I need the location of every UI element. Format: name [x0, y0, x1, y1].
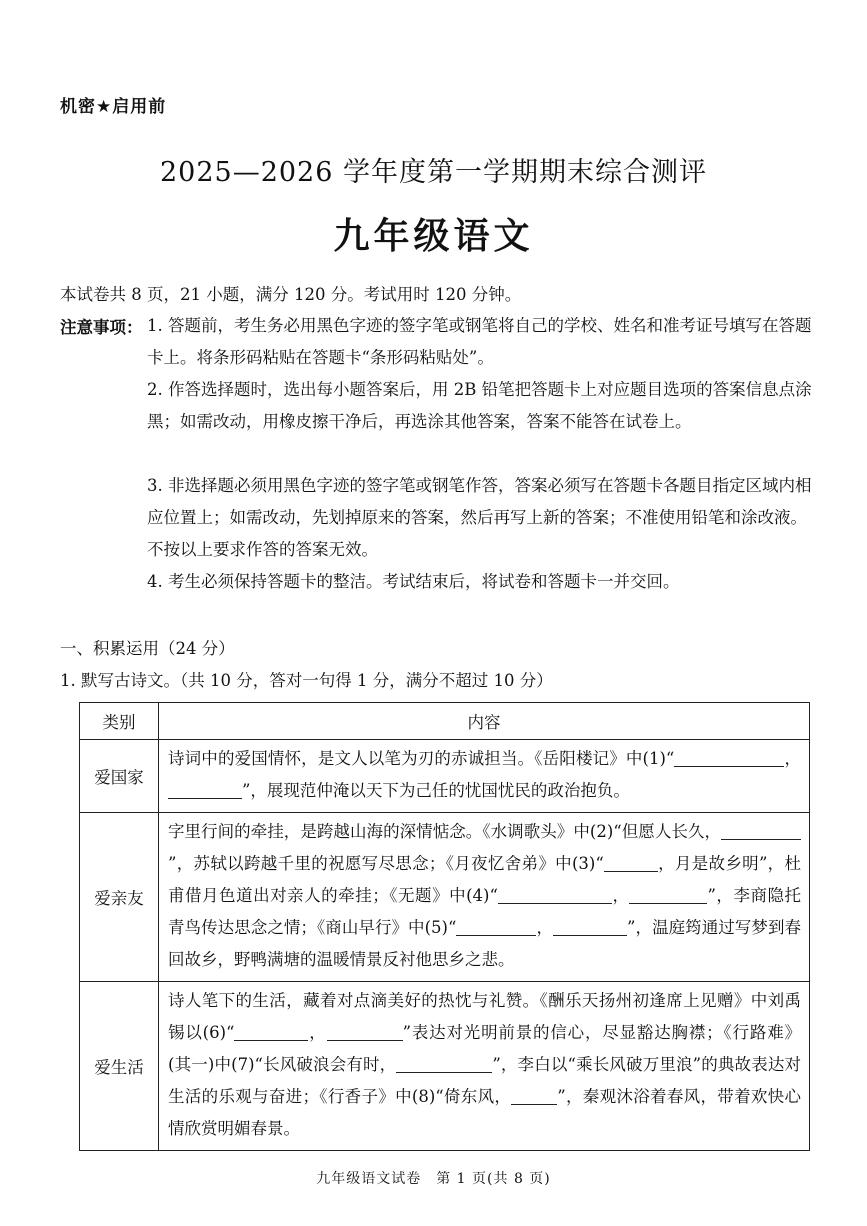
content-text: ”表达对光明前景的信心，尽显豁达胸襟；《行路难》(其一)中(7)“长风破浪会有时， [168, 1023, 802, 1074]
content-cell [159, 982, 810, 1151]
subject-title: 九年级语文 [333, 215, 534, 257]
answer-blank[interactable] [327, 1022, 403, 1041]
note-item-4: 4. 考生必须保持答题卡的整洁。考试结束后，将试卷和答题卡一并交回。 [147, 572, 680, 591]
question-1-heading: 1. 默写古诗文。（共 10 分，答对一句得 1 分，满分不超过 10 分） [60, 671, 553, 690]
content-text: ”，秦观沐浴着春风，带着欢快心情欣赏明媚春景。 [168, 1087, 801, 1138]
answer-blank[interactable] [629, 885, 707, 904]
content-text: ， [308, 1023, 327, 1042]
header-category: 类别 [80, 703, 159, 740]
table-row [80, 813, 810, 982]
exam-intro: 本试卷共 8 页，21 小题，满分 120 分。考试用时 120 分钟。 [60, 285, 522, 304]
table-row [80, 740, 810, 813]
recitation-table [79, 702, 810, 1151]
content-text: ， [536, 918, 554, 937]
answer-blank[interactable] [604, 853, 658, 872]
answer-blank[interactable] [511, 1086, 557, 1105]
content-text: ”，温庭筠通过写梦到春回故乡，野鸭满塘的温暖情景反衬他思乡之悲。 [168, 918, 802, 969]
answer-blank[interactable] [498, 885, 612, 904]
answer-blank[interactable] [721, 821, 801, 840]
answer-blank[interactable] [674, 748, 746, 767]
answer-blank[interactable] [234, 1022, 308, 1041]
category-cell: 爱生活 [80, 982, 159, 1151]
note-item-1: 1. 答题前，考生务必用黑色字迹的签字笔或钢笔将自己的学校、姓名和准考证号填写在答题卡上。将条形码粘贴在答题卡“条形码粘贴处”。 [147, 316, 812, 367]
content-text: 字里行间的牵挂，是跨越山海的深情惦念。《水调歌头》中(2)“但愿人长久， [168, 822, 721, 841]
content-text: 诗人笔下的生活，藏着对点滴美好的热忱与礼赞。《酬乐天扬州初逢席上见赠》中刘禹锡以(6)“ [168, 991, 801, 1042]
content-cell [159, 740, 810, 813]
header-content: 内容 [159, 703, 810, 740]
content-text: ”，李白以“乘长风破万里浪”的典故表达对生活的乐观与奋进；《行香子》中(8)“倚东风， [168, 1055, 801, 1106]
content-text: ”，苏轼以跨越千里的祝愿写尽思念；《月夜忆舍弟》中(3)“ [168, 854, 604, 873]
category-cell: 爱国家 [80, 740, 159, 813]
note-item-3: 3. 非选择题必须用黑色字迹的签字笔或钢笔作答，答案必须写在答题卡各题目指定区域内相应位置上；如需改动，先划掉原来的答案，然后再写上新的答案；不准使用铅笔和涂改液。不按以上要求作答的答案无效。 [147, 476, 812, 559]
confidential-label: 机密★启用前 [60, 97, 167, 117]
content-text: ”，展现范仲淹以天下为己任的忧国忧民的政治抱负。 [242, 781, 630, 800]
answer-blank[interactable] [456, 917, 536, 936]
content-text: ， [784, 749, 802, 768]
content-cell [159, 813, 810, 982]
note-item-2: 2. 作答选择题时，选出每小题答案后，用 2B 铅笔把答题卡上对应题目选项的答案信息点涂黑；如需改动，用橡皮擦干净后，再选涂其他答案，答案不能答在试卷上。 [147, 380, 812, 431]
section-heading: 一、积累运用（24 分） [60, 639, 235, 658]
category-cell: 爱亲友 [80, 813, 159, 982]
table-header-row [80, 703, 810, 740]
answer-blank[interactable] [593, 917, 627, 936]
answer-blank[interactable] [396, 1054, 492, 1073]
answer-blank[interactable] [746, 748, 784, 767]
content-text: ，月是故乡明”，杜甫借月色道出对亲人的牵挂；《无题》中(4)“ [168, 854, 801, 905]
content-text: 诗词中的爱国情怀，是文人以笔为刃的赤诚担当。《岳阳楼记》中(1)“ [168, 749, 675, 768]
table-row [80, 982, 810, 1151]
answer-blank[interactable] [168, 780, 242, 799]
notes-label: 注意事项： [60, 318, 143, 337]
content-text: ”，李商隐托青鸟传达思念之情；《商山早行》中(5)“ [168, 886, 802, 937]
page-footer: 九年级语文试卷 第 1 页(共 8 页) [316, 1171, 551, 1187]
exam-title: 2025—2026 学年度第一学期期末综合测评 [159, 157, 707, 188]
content-text: ， [611, 886, 630, 905]
answer-blank[interactable] [553, 917, 593, 936]
